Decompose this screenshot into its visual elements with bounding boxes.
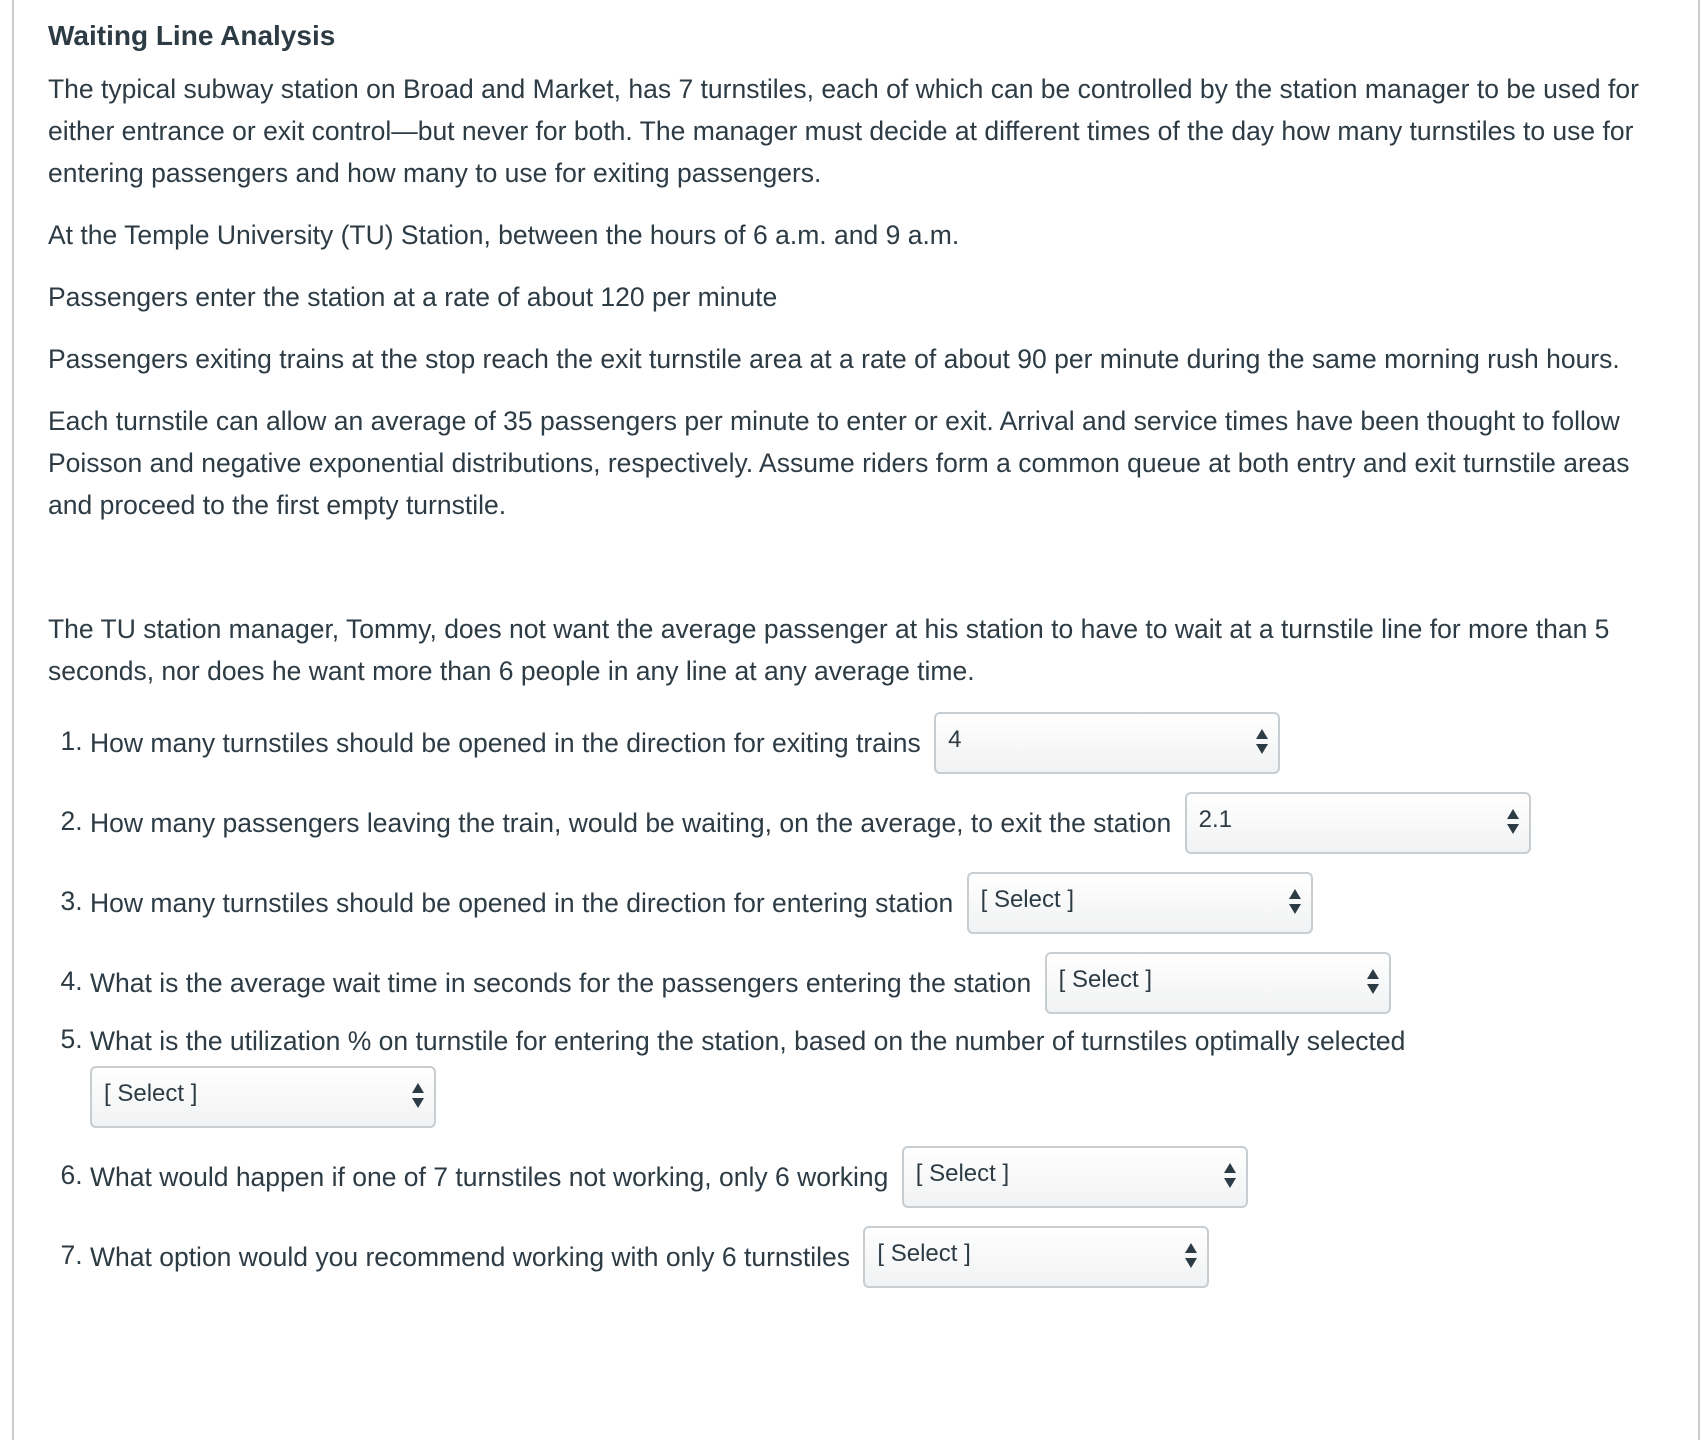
question-3-select[interactable] [967,872,1313,934]
question-7 [90,1226,1668,1288]
question-1-selected-value: 4 [948,726,962,753]
question-5 [90,1018,1668,1128]
question-7-selected-value: [ Select ] [877,1240,971,1267]
question-1-text: How many turnstiles should be opened in the direction for exiting trains [90,728,921,758]
question-5-select[interactable] [90,1066,436,1128]
question-3 [90,872,1668,934]
question-2 [90,792,1668,854]
question-5-select-row [90,1066,1668,1128]
question-6 [90,1146,1668,1208]
select-arrows-icon [1367,969,1377,999]
manager-constraint-paragraph: The TU station manager, Tommy, does not want the average passenger at his station to have to wait at a turnstile line for more than 5 seconds, nor does he want more than 6 people in any line at any average time. [48,614,1610,686]
page-title: Waiting Line Analysis [48,20,336,51]
question-7-text: What option would you recommend working with only 6 turnstiles [90,1242,851,1272]
question-4 [90,952,1668,1014]
question-5-selected-value: [ Select ] [104,1080,198,1107]
question-5-text: What is the utilization % on turnstile for entering the station, based on the number of turnstiles optimally selected [90,1026,1406,1056]
question-2-selected-value: 2.1 [1198,806,1232,833]
intro-paragraph: The typical subway station on Broad and Market, has 7 turnstiles, each of which can be controlled by the station manager to be used for either entrance or exit control—but never for both. The manager must decide at different times of the day how many turnstiles to use for entering passengers and how many to use for exiting passengers. [48,74,1639,188]
quiz-content [48,18,1668,1306]
select-arrows-icon [1507,809,1517,839]
question-4-select[interactable] [1045,952,1391,1014]
select-arrows-icon [1256,729,1266,759]
question-2-text: How many passengers leaving the train, would be waiting, on the average, to exit the station [90,808,1172,838]
question-6-selected-value: [ Select ] [915,1160,1010,1187]
question-1 [90,712,1668,774]
question-list [48,712,1668,1288]
question-7-select[interactable] [863,1226,1209,1288]
select-arrows-icon [1289,889,1299,919]
question-3-text: How many turnstiles should be opened in the direction for entering station [90,888,954,918]
question-4-text: What is the average wait time in seconds for the passengers entering the station [90,968,1032,998]
station-hours-paragraph: At the Temple University (TU) Station, between the hours of 6 a.m. and 9 a.m. [48,220,960,250]
exit-rate-paragraph: Passengers exiting trains at the stop reach the exit turnstile area at a rate of about 90 per minute during the same morning rush hours. [48,344,1620,374]
question-1-select[interactable] [934,712,1280,774]
service-rate-paragraph: Each turnstile can allow an average of 35 passengers per minute to enter or exit. Arrival and service times have been thought to follow Poisson and negative exponential distributions, respectively. Assume riders form a common queue at both entry and exit turnstile areas and proceed to the first empty turnstile. [48,406,1630,520]
question-3-selected-value: [ Select ] [980,886,1074,913]
select-arrows-icon [1224,1163,1234,1193]
question-4-selected-value: [ Select ] [1058,966,1153,993]
question-6-select[interactable] [902,1146,1248,1208]
question-2-select[interactable] [1185,792,1531,854]
question-6-text: What would happen if one of 7 turnstiles not working, only 6 working [90,1162,889,1192]
select-arrows-icon [1185,1243,1195,1273]
select-arrows-icon [412,1083,422,1113]
entry-rate-paragraph: Passengers enter the station at a rate of about 120 per minute [48,282,778,312]
